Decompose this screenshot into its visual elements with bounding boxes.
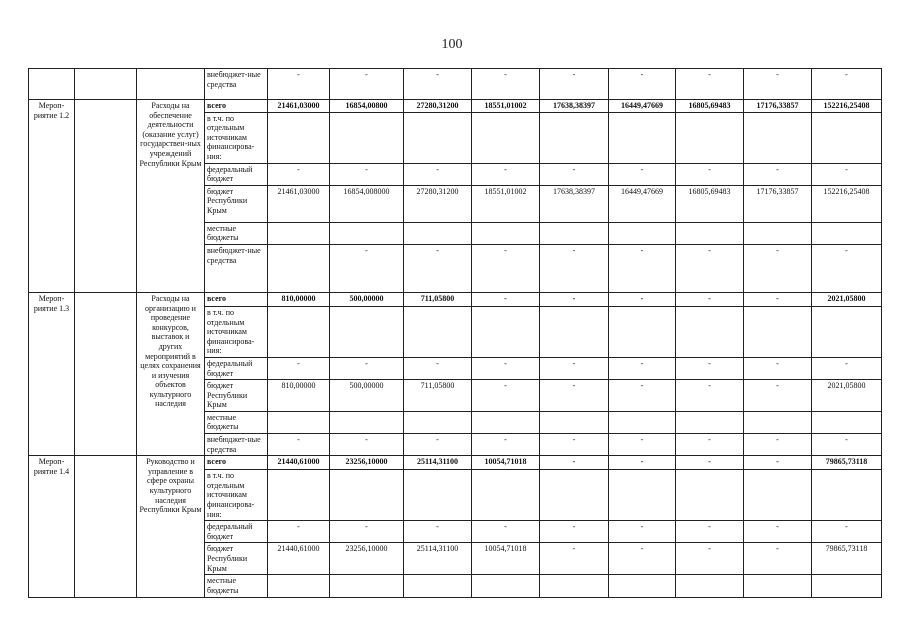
value-cell: -	[676, 69, 744, 100]
value-cell: -	[540, 244, 609, 292]
measure-code-cell: Мероп-риятие 1.2	[29, 100, 75, 293]
value-cell	[404, 306, 472, 357]
value-cell	[609, 575, 676, 597]
value-cell	[676, 112, 744, 163]
table-row	[29, 292, 882, 306]
value-cell	[812, 470, 882, 521]
value-cell: -	[472, 244, 540, 292]
value-cell: -	[268, 163, 330, 185]
value-cell: 21461,03000	[268, 100, 330, 113]
empty-cell	[75, 456, 137, 597]
value-cell: -	[472, 69, 540, 100]
value-cell: -	[268, 521, 330, 543]
value-cell: -	[540, 380, 609, 412]
empty-cell	[75, 292, 137, 455]
value-cell: 27280,31200	[404, 100, 472, 113]
value-cell: -	[472, 380, 540, 412]
value-cell	[812, 411, 882, 433]
value-cell: -	[404, 521, 472, 543]
value-cell: 17176,33857	[744, 185, 812, 222]
value-cell: 16854,00800	[330, 100, 404, 113]
value-cell: -	[330, 163, 404, 185]
measure-code-cell	[29, 69, 75, 100]
value-cell	[268, 575, 330, 597]
value-cell: -	[540, 434, 609, 456]
value-cell: -	[812, 244, 882, 292]
value-cell	[472, 112, 540, 163]
value-cell: 16805,69483	[676, 100, 744, 113]
value-cell	[472, 575, 540, 597]
value-cell	[330, 411, 404, 433]
table-row	[29, 456, 882, 470]
value-cell	[330, 222, 404, 244]
budget-table	[28, 68, 882, 598]
value-cell: -	[812, 163, 882, 185]
value-cell	[676, 222, 744, 244]
measure-name-cell: Руководство и управление в сфере охраны культурного наследия Республики Крым	[137, 456, 205, 597]
value-cell	[609, 411, 676, 433]
measure-name-cell: Расходы на обеспечение деятельности (оказание услуг) государствен-ных учреждений Республики Крым	[137, 100, 205, 293]
value-cell: -	[744, 244, 812, 292]
value-cell: -	[268, 69, 330, 100]
funding-source-cell: федеральный бюджет	[205, 357, 268, 379]
value-cell: -	[330, 434, 404, 456]
value-cell: -	[609, 521, 676, 543]
value-cell: 27280,31200	[404, 185, 472, 222]
value-cell: 711,05800	[404, 380, 472, 412]
value-cell: 500,00000	[330, 380, 404, 412]
value-cell: 79865,73118	[812, 543, 882, 575]
value-cell: -	[744, 434, 812, 456]
value-cell	[472, 222, 540, 244]
value-cell: 21461,03000	[268, 185, 330, 222]
value-cell: -	[744, 521, 812, 543]
value-cell: -	[676, 543, 744, 575]
table-row	[29, 100, 882, 113]
value-cell: 10054,71018	[472, 543, 540, 575]
funding-source-cell: всего	[205, 456, 268, 470]
measure-name-cell	[137, 69, 205, 100]
value-cell: -	[472, 434, 540, 456]
value-cell: 17638,38397	[540, 185, 609, 222]
value-cell: -	[744, 357, 812, 379]
value-cell: -	[609, 543, 676, 575]
value-cell: 25114,31100	[404, 543, 472, 575]
funding-source-cell: федеральный бюджет	[205, 521, 268, 543]
value-cell: -	[404, 163, 472, 185]
value-cell: 23256,10000	[330, 543, 404, 575]
value-cell	[268, 411, 330, 433]
value-cell	[330, 575, 404, 597]
value-cell: -	[812, 521, 882, 543]
value-cell: -	[812, 357, 882, 379]
value-cell: -	[676, 434, 744, 456]
value-cell	[540, 306, 609, 357]
value-cell	[744, 470, 812, 521]
value-cell: -	[609, 357, 676, 379]
value-cell	[268, 470, 330, 521]
value-cell	[744, 575, 812, 597]
value-cell	[812, 575, 882, 597]
value-cell: -	[676, 292, 744, 306]
value-cell: -	[609, 456, 676, 470]
funding-source-cell: в т.ч. по отдельным источникам финансирова-ния:	[205, 112, 268, 163]
value-cell: -	[676, 163, 744, 185]
value-cell	[268, 244, 330, 292]
value-cell: 23256,10000	[330, 456, 404, 470]
value-cell: 16805,69483	[676, 185, 744, 222]
value-cell: 17638,38397	[540, 100, 609, 113]
funding-source-cell: местные бюджеты	[205, 411, 268, 433]
value-cell	[330, 306, 404, 357]
value-cell	[609, 112, 676, 163]
value-cell	[609, 306, 676, 357]
funding-source-cell: местные бюджеты	[205, 222, 268, 244]
value-cell: -	[744, 380, 812, 412]
value-cell: -	[609, 244, 676, 292]
empty-cell	[75, 69, 137, 100]
empty-cell	[75, 100, 137, 293]
value-cell: -	[812, 69, 882, 100]
value-cell: -	[540, 543, 609, 575]
funding-source-cell: внебюджет-ные средства	[205, 69, 268, 100]
value-cell: -	[676, 456, 744, 470]
value-cell: -	[330, 357, 404, 379]
value-cell	[404, 470, 472, 521]
value-cell: -	[268, 434, 330, 456]
value-cell: -	[540, 357, 609, 379]
value-cell	[609, 470, 676, 521]
value-cell	[472, 470, 540, 521]
value-cell	[676, 470, 744, 521]
value-cell: 2021,05800	[812, 380, 882, 412]
value-cell	[404, 575, 472, 597]
value-cell: -	[744, 292, 812, 306]
value-cell	[268, 306, 330, 357]
value-cell: -	[404, 69, 472, 100]
value-cell: -	[472, 357, 540, 379]
measure-code-cell: Мероп-риятие 1.4	[29, 456, 75, 597]
value-cell: -	[472, 292, 540, 306]
value-cell: 21440,61000	[268, 456, 330, 470]
value-cell	[744, 112, 812, 163]
value-cell: -	[609, 434, 676, 456]
value-cell: 711,05800	[404, 292, 472, 306]
value-cell: -	[676, 380, 744, 412]
value-cell: 79865,73118	[812, 456, 882, 470]
value-cell	[540, 112, 609, 163]
value-cell	[676, 411, 744, 433]
value-cell: -	[404, 357, 472, 379]
value-cell: -	[540, 292, 609, 306]
funding-source-cell: внебюджет-ные средства	[205, 244, 268, 292]
value-cell: -	[330, 244, 404, 292]
value-cell: -	[330, 521, 404, 543]
value-cell	[676, 306, 744, 357]
value-cell: 2021,05800	[812, 292, 882, 306]
value-cell: -	[676, 521, 744, 543]
funding-source-cell: федеральный бюджет	[205, 163, 268, 185]
value-cell: -	[268, 357, 330, 379]
value-cell: -	[744, 456, 812, 470]
measure-code-cell: Мероп-риятие 1.3	[29, 292, 75, 455]
value-cell: 810,00000	[268, 292, 330, 306]
value-cell: -	[472, 521, 540, 543]
value-cell: -	[472, 163, 540, 185]
value-cell: -	[676, 357, 744, 379]
value-cell: -	[812, 434, 882, 456]
value-cell	[609, 222, 676, 244]
funding-source-cell: бюджет Республики Крым	[205, 380, 268, 412]
value-cell: -	[744, 69, 812, 100]
value-cell	[404, 222, 472, 244]
value-cell	[540, 470, 609, 521]
value-cell: -	[540, 69, 609, 100]
value-cell	[472, 306, 540, 357]
value-cell	[744, 411, 812, 433]
value-cell	[472, 411, 540, 433]
value-cell	[268, 222, 330, 244]
value-cell: 810,00000	[268, 380, 330, 412]
value-cell: -	[404, 434, 472, 456]
value-cell	[744, 222, 812, 244]
value-cell: -	[609, 292, 676, 306]
value-cell: -	[540, 163, 609, 185]
value-cell: -	[744, 543, 812, 575]
value-cell	[540, 575, 609, 597]
value-cell: -	[609, 380, 676, 412]
funding-source-cell: всего	[205, 292, 268, 306]
funding-source-cell: в т.ч. по отдельным источникам финансирова-ния:	[205, 306, 268, 357]
value-cell: -	[540, 521, 609, 543]
value-cell: 18551,01002	[472, 100, 540, 113]
measure-name-cell: Расходы на организацию и проведение конкурсов, выставок и других мероприятий в целях сохранения и изучения объектов культурного наследия	[137, 292, 205, 455]
value-cell: 152216,25408	[812, 100, 882, 113]
value-cell: -	[404, 244, 472, 292]
value-cell	[330, 470, 404, 521]
funding-source-cell: бюджет Республики Крым	[205, 543, 268, 575]
value-cell: 500,00000	[330, 292, 404, 306]
value-cell	[744, 306, 812, 357]
value-cell	[404, 411, 472, 433]
value-cell: 16449,47669	[609, 185, 676, 222]
value-cell: 21440,61000	[268, 543, 330, 575]
value-cell: 16449,47669	[609, 100, 676, 113]
value-cell	[540, 411, 609, 433]
value-cell: -	[330, 69, 404, 100]
value-cell	[404, 112, 472, 163]
value-cell: 16854,008000	[330, 185, 404, 222]
value-cell	[268, 112, 330, 163]
value-cell	[812, 306, 882, 357]
funding-source-cell: в т.ч. по отдельным источникам финансирова-ния:	[205, 470, 268, 521]
value-cell: -	[676, 244, 744, 292]
funding-source-cell: внебюджет-ные средства	[205, 434, 268, 456]
value-cell: 17176,33857	[744, 100, 812, 113]
funding-source-cell: бюджет Республики Крым	[205, 185, 268, 222]
page-number: 100	[441, 37, 463, 52]
value-cell	[812, 222, 882, 244]
value-cell	[812, 112, 882, 163]
value-cell: 25114,31100	[404, 456, 472, 470]
funding-source-cell: всего	[205, 100, 268, 113]
value-cell	[540, 222, 609, 244]
value-cell: -	[609, 69, 676, 100]
value-cell: 18551,01002	[472, 185, 540, 222]
value-cell	[676, 575, 744, 597]
value-cell: -	[744, 163, 812, 185]
table-row	[29, 69, 882, 100]
funding-source-cell: местные бюджеты	[205, 575, 268, 597]
value-cell: 152216,25408	[812, 185, 882, 222]
value-cell: 10054,71018	[472, 456, 540, 470]
value-cell: -	[540, 456, 609, 470]
value-cell: -	[609, 163, 676, 185]
value-cell	[330, 112, 404, 163]
